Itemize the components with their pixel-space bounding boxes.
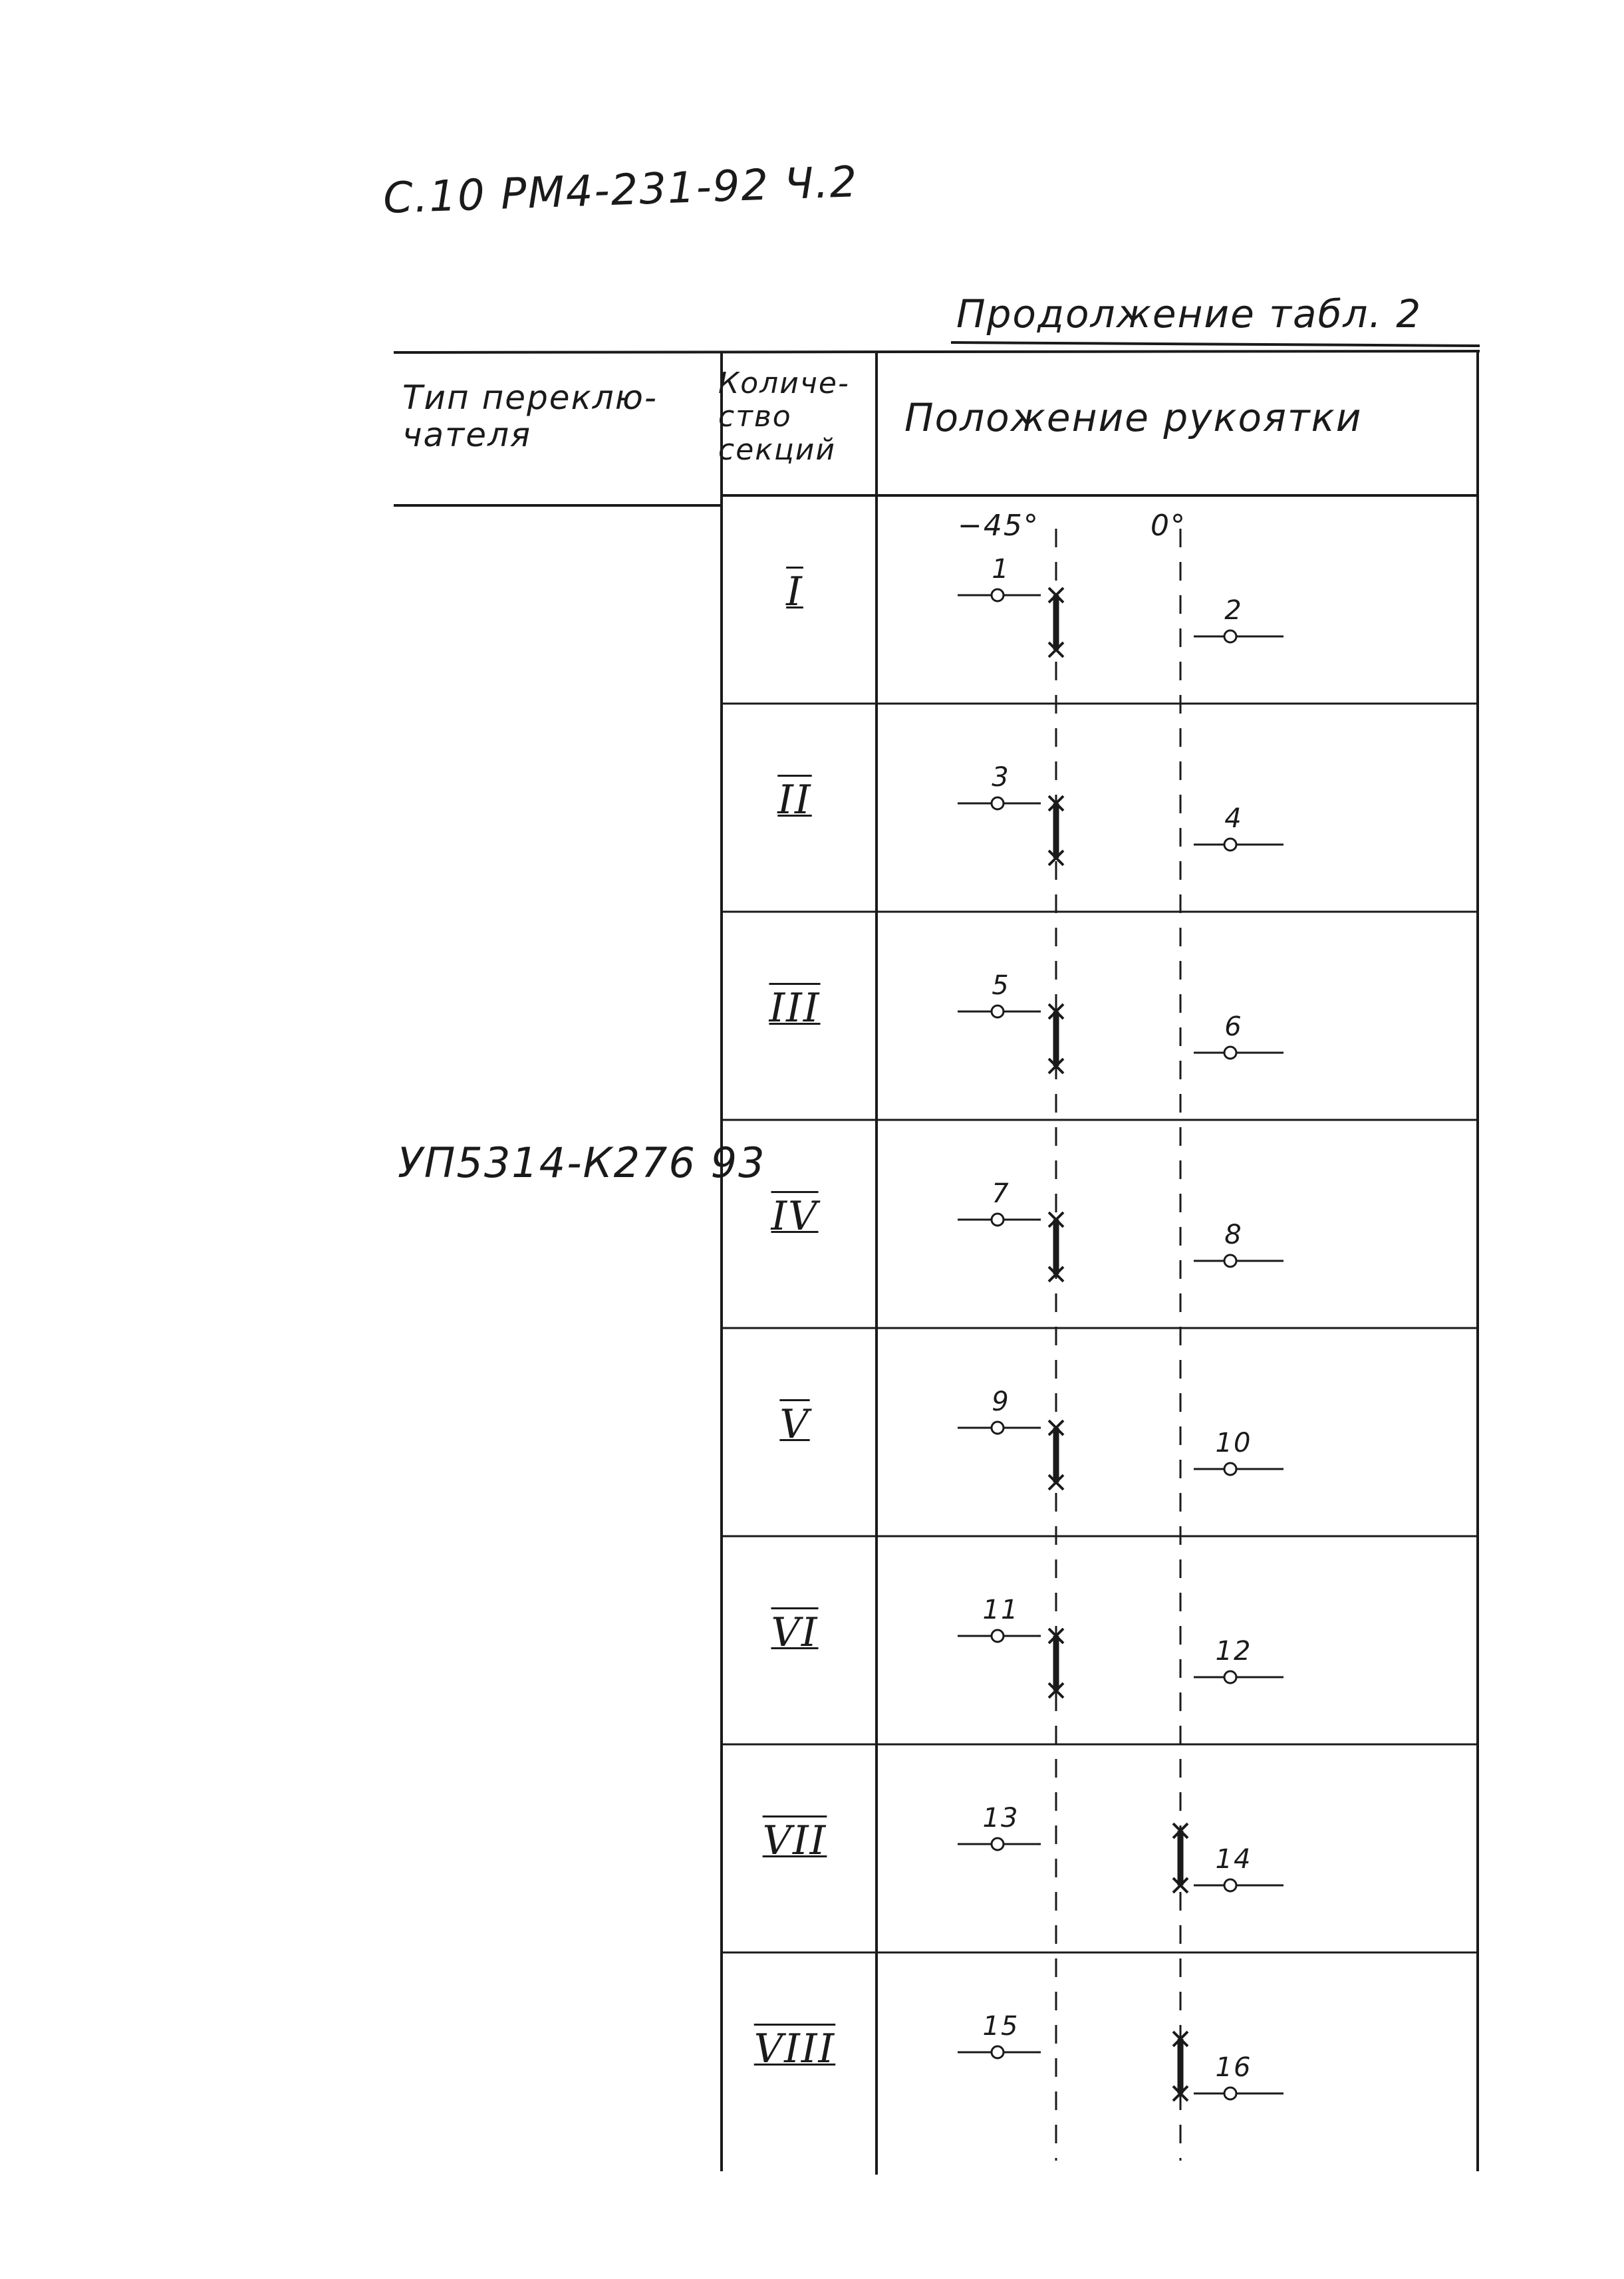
contact-number-left: 13 (982, 1803, 1019, 1833)
angle-label-right: 0° (1150, 509, 1186, 543)
contact-number-left: 7 (992, 1178, 1010, 1209)
contact-right-circle (1224, 630, 1236, 642)
contact-right-circle (1224, 839, 1236, 851)
contact-left-circle (992, 1422, 1004, 1434)
section-label: V (779, 1401, 810, 1448)
section-label: VII (762, 1817, 827, 1864)
contact-number-right: 16 (1215, 2052, 1252, 2083)
section-label: III (769, 985, 821, 1031)
contact-number-right: 12 (1215, 1636, 1252, 1667)
section-row-borders (722, 704, 1478, 1952)
angle-label-left: −45° (958, 509, 1039, 543)
contact-number-left: 11 (982, 1595, 1019, 1625)
contact-number-left: 15 (982, 2011, 1019, 2042)
contact-right-circle (1224, 2087, 1236, 2099)
contact-left-circle (992, 589, 1004, 601)
section-label: I (786, 569, 803, 615)
section-label: II (777, 777, 812, 823)
section-label: VIII (753, 2026, 836, 2072)
contact-left-circle (992, 2046, 1004, 2058)
contact-number-right: 14 (1215, 1844, 1252, 1875)
contact-right-circle (1224, 1671, 1236, 1683)
contact-right-circle (1224, 1879, 1236, 1891)
contact-number-right: 2 (1224, 595, 1243, 626)
section-label: IV (771, 1193, 819, 1240)
page-header: С.10 РМ4-231-92 Ч.2 (382, 158, 859, 223)
table-caption: Продолжение табл. 2 (956, 291, 1422, 336)
switch-type-value: УП5314-К276 93 (398, 1139, 766, 1187)
column-header-count: Количе- ство секций (718, 366, 850, 467)
caption-underline (951, 342, 1480, 346)
column-header-position: Положение рукоятки (904, 395, 1363, 440)
contact-number-right: 10 (1215, 1428, 1252, 1458)
contact-right-circle (1224, 1463, 1236, 1475)
column-header-type: Тип переклю- чателя (402, 378, 658, 454)
contact-right-circle (1224, 1047, 1236, 1059)
contact-number-right: 8 (1224, 1220, 1243, 1250)
contact-left-circle (992, 1630, 1004, 1642)
contact-left-circle (992, 797, 1004, 809)
contact-number-left: 1 (992, 554, 1010, 585)
contact-number-left: 9 (992, 1387, 1010, 1417)
table-top-border (394, 351, 1480, 352)
contact-number-right: 6 (1224, 1011, 1243, 1042)
contact-left-circle (992, 1005, 1004, 1017)
contact-number-right: 4 (1224, 803, 1243, 834)
position-dash-lines (1056, 529, 1180, 2161)
section-label: VI (771, 1609, 819, 1656)
contact-right-circle (1224, 1255, 1236, 1267)
contact-number-left: 3 (992, 762, 1010, 793)
contact-left-circle (992, 1214, 1004, 1226)
contact-left-circle (992, 1838, 1004, 1850)
contact-number-left: 5 (992, 970, 1010, 1001)
